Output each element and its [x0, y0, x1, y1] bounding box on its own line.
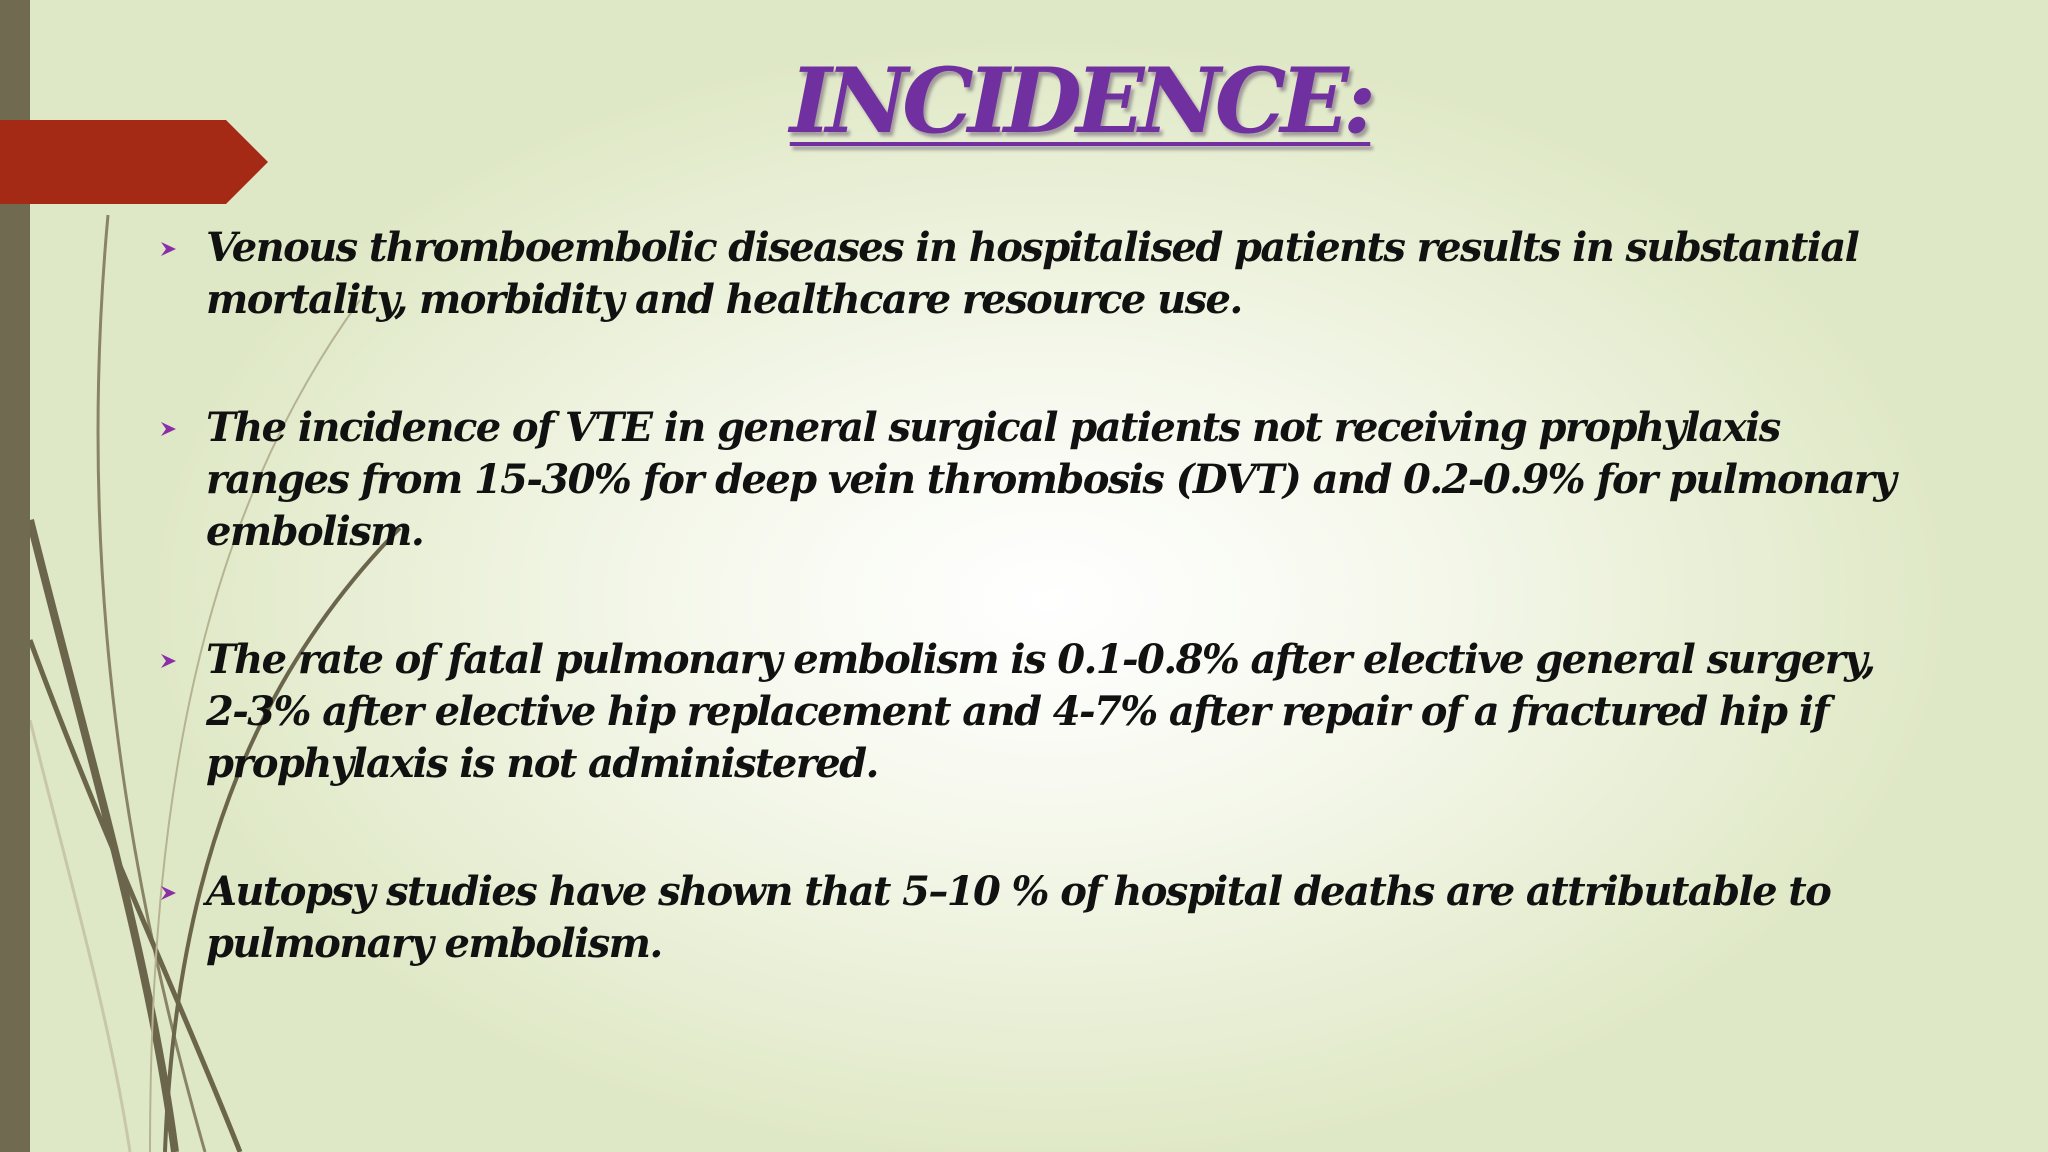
arrowhead-bullet-icon	[160, 652, 178, 670]
bullet-list	[158, 222, 1918, 1046]
bullet-text: The incidence of VTE in general surgical patients not receiving prophylaxis ranges from 15-30% for deep vein thrombosis (DVT) and 0.2-0.9% for pulmonary embolism.	[206, 404, 1896, 555]
bullet-text: Venous thromboembolic diseases in hospitalised patients results in substantial mortality, morbidity and healthcare resource use.	[206, 224, 1859, 323]
arrowhead-bullet-icon	[160, 420, 178, 438]
bullet-item	[158, 222, 1918, 326]
bullet-text: The rate of fatal pulmonary embolism is 0.1-0.8% after elective general surgery, 2-3% after elective hip replacement and 4-7% after repair of a fractured hip if prophylaxis is not administered.	[206, 636, 1875, 787]
slide-title: INCIDENCE:	[789, 48, 1371, 154]
arrowhead-bullet-icon	[160, 240, 178, 258]
arrowhead-bullet-icon	[160, 884, 178, 902]
bullet-item	[158, 402, 1918, 558]
bullet-text: Autopsy studies have shown that 5–10 % of hospital deaths are attributable to pulmonary embolism.	[206, 868, 1831, 967]
bullet-item	[158, 634, 1918, 790]
bullet-item	[158, 866, 1918, 970]
